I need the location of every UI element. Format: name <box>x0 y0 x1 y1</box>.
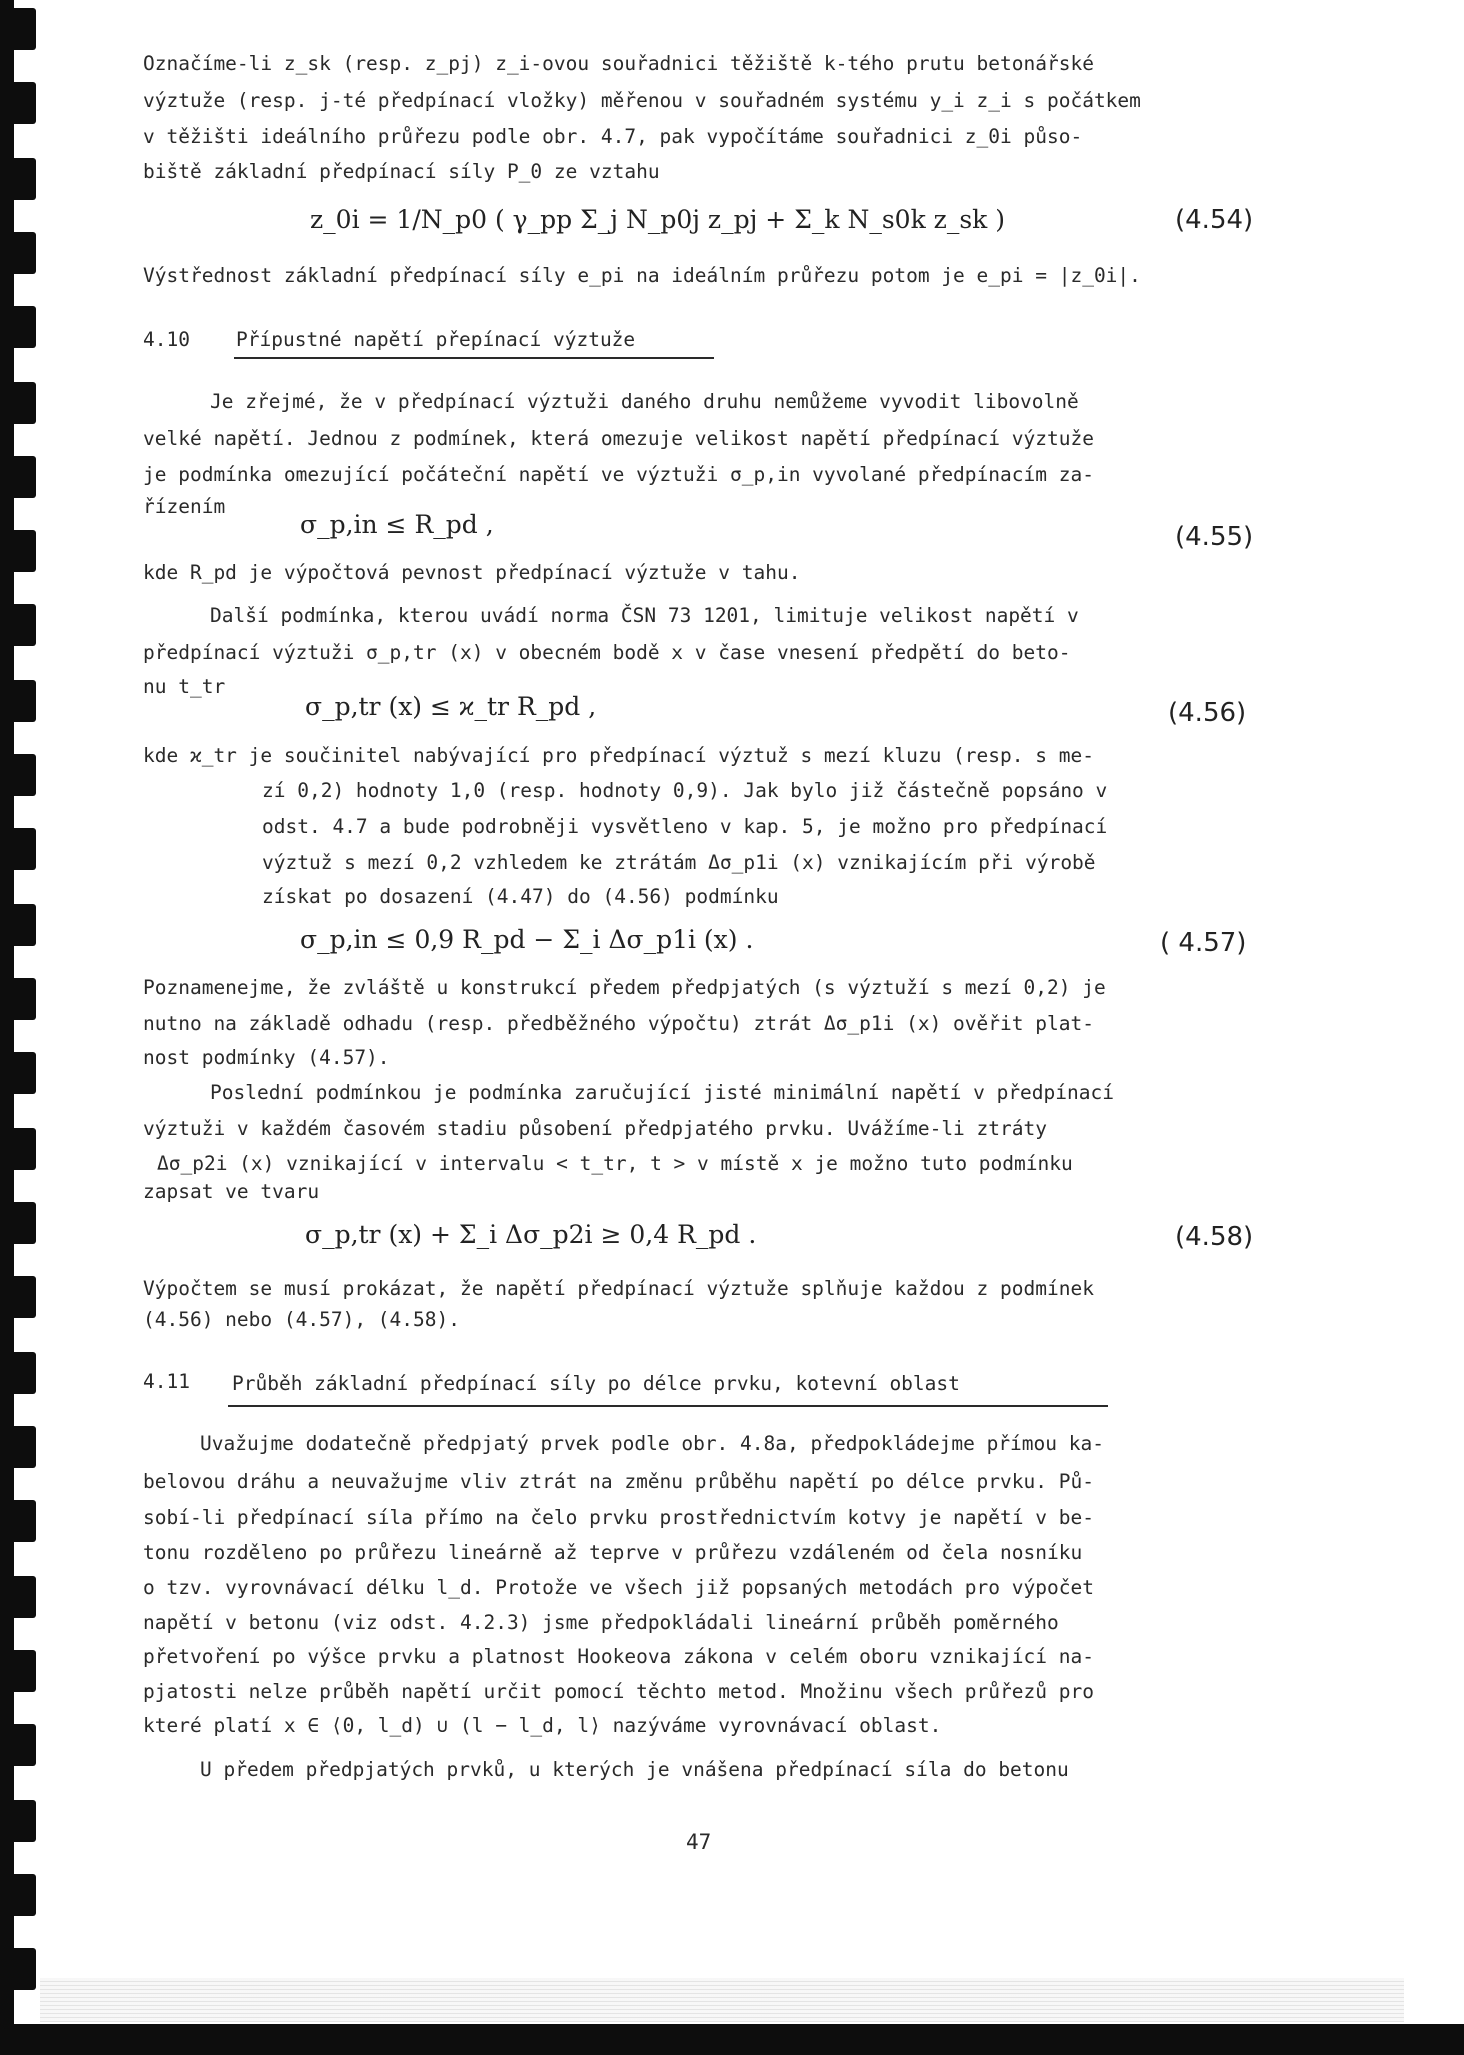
binding-hole <box>0 8 36 50</box>
text-line: kde R_pd je výpočtová pevnost předpínací výztuže v tahu. <box>143 561 801 584</box>
equation-number: (4.58) <box>1175 1222 1254 1252</box>
binding-hole <box>0 530 36 572</box>
text-line: o tzv. vyrovnávací délku l_d. Protože ve všech již popsaných metodách pro výpočet <box>143 1576 1094 1599</box>
text-line: výztuž s mezí 0,2 vzhledem ke ztrátám Δσ_p1i (x) vznikajícím při výrobě <box>262 851 1096 874</box>
text-line: přetvoření po výšce prvku a platnost Hookeova zákona v celém oboru vznikající na- <box>143 1645 1094 1668</box>
section-underline <box>234 357 714 359</box>
text-line: (4.56) nebo (4.57), (4.58). <box>143 1308 460 1331</box>
page-number: 47 <box>686 1830 712 1854</box>
binding-hole <box>0 82 36 124</box>
text-line: Výstřednost základní předpínací síly e_pi na ideálním průřezu potom je e_pi = |z_0i|. <box>143 264 1141 287</box>
binding-hole <box>0 1128 36 1170</box>
equation-4-57: σ_p,in ≤ 0,9 R_pd − Σ_i Δσ_p1i (x) . <box>300 925 754 954</box>
section-title: Průběh základní předpínací síly po délce prvku, kotevní oblast <box>232 1372 960 1395</box>
text-line: řízením <box>143 495 226 518</box>
binding-hole <box>0 904 36 946</box>
binding-hole <box>0 1426 36 1468</box>
text-line: pjatosti nelze průběh napětí určit pomocí těchto metod. Množinu všech průřezů pro <box>143 1680 1094 1703</box>
equation-4-56: σ_p,tr (x) ≤ ϰ_tr R_pd , <box>305 692 597 721</box>
text-line: U předem předpjatých prvků, u kterých je vnášena předpínací síla do betonu <box>200 1758 1069 1781</box>
text-line: belovou dráhu a neuvažujme vliv ztrát na změnu průběhu napětí po délce prvku. Pů- <box>143 1470 1094 1493</box>
text-line: odst. 4.7 a bude podrobněji vysvětleno v kap. 5, je možno pro předpínací <box>262 815 1108 838</box>
binding-hole <box>0 1724 36 1766</box>
binding-hole <box>0 1800 36 1842</box>
text-line: předpínací výztuži σ_p,tr (x) v obecném bodě x v čase vnesení předpětí do beto- <box>143 641 1071 664</box>
equation-4-54: z_0i = 1/N_p0 ( γ_pp Σ_j N_p0j z_pj + Σ_k N_s0k z_sk ) <box>310 205 1006 234</box>
equation-number: ( 4.57) <box>1160 928 1247 958</box>
scan-bottom-edge <box>0 2024 1464 2055</box>
text-line: biště základní předpínací síly P_0 ze vztahu <box>143 160 660 183</box>
section-underline <box>228 1405 1108 1407</box>
binding-hole <box>0 1276 36 1318</box>
text-line: získat po dosazení (4.47) do (4.56) podmínku <box>262 885 779 908</box>
binding-hole <box>0 828 36 870</box>
binding-hole <box>0 1576 36 1618</box>
equation-number: (4.55) <box>1175 522 1254 552</box>
binding-hole <box>0 1948 36 1990</box>
text-line: výztuže (resp. j-té předpínací vložky) měřenou v souřadném systému y_i z_i s počátkem <box>143 89 1141 112</box>
text-line: výztuži v každém časovém stadiu působení předpjatého prvku. Uvážíme-li ztráty <box>143 1117 1047 1140</box>
binding-hole <box>0 1352 36 1394</box>
binding-hole <box>0 604 36 646</box>
binding-hole <box>0 1500 36 1542</box>
text-line: Výpočtem se musí prokázat, že napětí předpínací výztuže splňuje každou z podmínek <box>143 1277 1094 1300</box>
binding-hole <box>0 978 36 1020</box>
equation-4-58: σ_p,tr (x) + Σ_i Δσ_p2i ≥ 0,4 R_pd . <box>305 1220 757 1249</box>
text-line: napětí v betonu (viz odst. 4.2.3) jsme předpokládali lineární průběh poměrného <box>143 1611 1059 1634</box>
text-line: zí 0,2) hodnoty 1,0 (resp. hodnoty 0,9). Jak bylo již částečně popsáno v <box>262 779 1108 802</box>
binding-hole <box>0 456 36 498</box>
binding-hole <box>0 754 36 796</box>
scan-artifact-strip <box>40 1978 1404 2022</box>
text-line: je podmínka omezující počáteční napětí ve výztuži σ_p,in vyvolané předpínacím za- <box>143 463 1094 486</box>
binding-hole <box>0 382 36 424</box>
text-line: nu t_tr <box>143 675 226 698</box>
equation-4-55: σ_p,in ≤ R_pd , <box>300 510 494 539</box>
text-line: kde ϰ_tr je součinitel nabývající pro předpínací výztuž s mezí kluzu (resp. s me- <box>143 744 1094 767</box>
binding-hole <box>0 158 36 200</box>
text-line: Další podmínka, kterou uvádí norma ČSN 73 1201, limituje velikost napětí v <box>210 604 1079 627</box>
text-line: tonu rozděleno po průřezu lineárně až teprve v průřezu vzdáleném od čela nosníku <box>143 1541 1083 1564</box>
text-line: nutno na základě odhadu (resp. předběžného výpočtu) ztrát Δσ_p1i (x) ověřit plat- <box>143 1012 1094 1035</box>
binding-hole <box>0 1650 36 1692</box>
binding-hole <box>0 1052 36 1094</box>
section-title: Přípustné napětí přepínací výztuže <box>236 328 636 351</box>
text-line: Označíme-li z_sk (resp. z_pj) z_i-ovou souřadnici těžiště k-tého prutu betonářské <box>143 52 1094 75</box>
binding-hole <box>0 232 36 274</box>
text-line: Uvažujme dodatečně předpjatý prvek podle obr. 4.8a, předpokládejme přímou ka- <box>200 1432 1104 1455</box>
text-line: sobí-li předpínací síla přímo na čelo prvku prostřednictvím kotvy je napětí v be- <box>143 1506 1094 1529</box>
text-line: Poslední podmínkou je podmínka zaručující jisté minimální napětí v předpínací <box>210 1081 1114 1104</box>
equation-number: (4.54) <box>1175 205 1254 235</box>
binding-hole <box>0 1874 36 1916</box>
binding-hole <box>0 1202 36 1244</box>
text-line: Je zřejmé, že v předpínací výztuži daného druhu nemůžeme vyvodit libovolně <box>210 390 1079 413</box>
binding-hole <box>0 680 36 722</box>
text-line: Δσ_p2i (x) vznikající v intervalu < t_tr, t > v místě x je možno tuto podmínku <box>157 1152 1073 1175</box>
text-line: nost podmínky (4.57). <box>143 1046 390 1069</box>
equation-number: (4.56) <box>1168 698 1247 728</box>
text-line: které platí x ∈ ⟨0, l_d) ∪ (l − l_d, l⟩ nazýváme vyrovnávací oblast. <box>143 1714 942 1737</box>
section-number: 4.11 <box>143 1370 190 1393</box>
text-line: zapsat ve tvaru <box>143 1180 320 1203</box>
text-line: v těžišti ideálního průřezu podle obr. 4.7, pak vypočítáme souřadnici z_0i půso- <box>143 125 1083 148</box>
binding-hole <box>0 306 36 348</box>
text-line: velké napětí. Jednou z podmínek, která omezuje velikost napětí předpínací výztuže <box>143 427 1094 450</box>
section-number: 4.10 <box>143 328 190 351</box>
text-line: Poznamenejme, že zvláště u konstrukcí předem předpjatých (s výztuží s mezí 0,2) je <box>143 976 1106 999</box>
